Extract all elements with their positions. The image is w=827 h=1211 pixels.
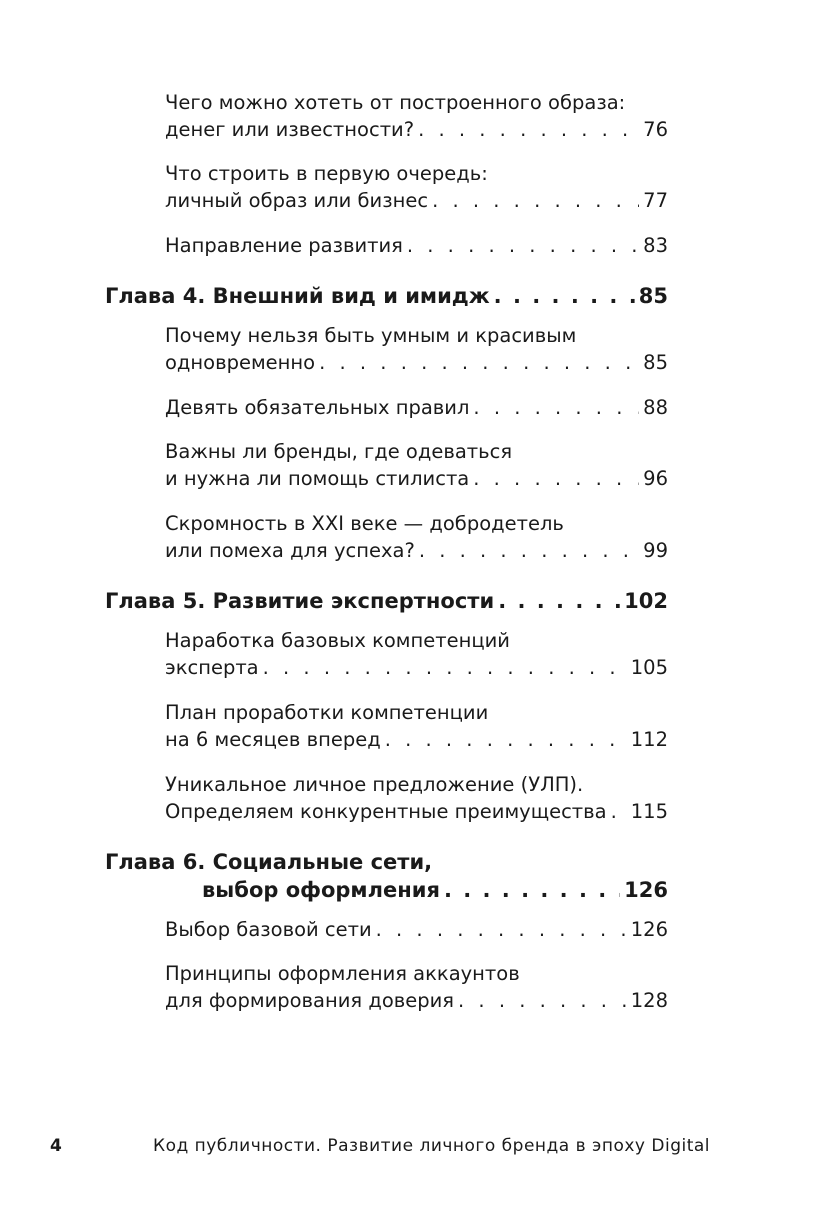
toc-entry-title: Что строить в первую очередь:: [165, 162, 488, 185]
toc-page-number: 105: [630, 656, 668, 679]
toc-entry-title: Выбор базовой сети: [165, 918, 372, 941]
toc-page-number: 126: [624, 878, 668, 902]
toc-entry-title: Определяем конкурентные преимущества: [165, 800, 607, 823]
toc-entry-title: Наработка базовых компетенций: [165, 629, 510, 652]
dot-leader: [473, 465, 639, 492]
dot-leader: [407, 232, 639, 259]
toc-entry[interactable]: [165, 654, 668, 681]
toc-entry-title: План проработки компетенции: [165, 701, 489, 724]
toc-entry[interactable]: [165, 537, 668, 564]
toc-chapter-title-line: [105, 848, 668, 876]
toc-entry-title: для формирования доверия: [165, 989, 455, 1012]
dot-leader: [419, 537, 639, 564]
toc-entry[interactable]: [165, 726, 668, 753]
toc-chapter-title: Глава 5. Развитие экспертности: [105, 589, 495, 613]
toc-entry-title: Почему нельзя быть умным и красивым: [165, 324, 577, 347]
toc-entry-title: Чего можно хотеть от построенного образа:: [165, 91, 626, 114]
toc-entry[interactable]: [165, 187, 668, 214]
toc-entry-title: Девять обязательных правил: [165, 396, 470, 419]
toc-page-number: 126: [630, 918, 668, 941]
toc-entry-title: на 6 месяцев вперед: [165, 728, 381, 751]
toc-entry[interactable]: [165, 394, 668, 421]
dot-leader: [473, 394, 639, 421]
toc-entry-title: личный образ или бизнес: [165, 189, 429, 212]
toc-page-number: 88: [643, 396, 668, 419]
toc-page-number: 99: [643, 539, 668, 562]
toc-page-number: 76: [643, 118, 668, 141]
toc-entry-text-line: [165, 160, 668, 187]
toc-page-number: 85: [643, 351, 668, 374]
toc-page-number: 85: [638, 284, 668, 308]
dot-leader: [611, 798, 627, 825]
toc-entry[interactable]: [165, 116, 668, 143]
toc-entry-title: одновременно: [165, 351, 316, 374]
toc-entry-text-line: [165, 322, 668, 349]
toc-page-number: 112: [630, 728, 668, 751]
toc-entry[interactable]: [165, 987, 668, 1014]
toc-chapter-entry[interactable]: [105, 282, 668, 310]
toc-entry-title: или помеха для успеха?: [165, 539, 415, 562]
toc-chapter-title: выбор оформления: [202, 878, 440, 902]
toc-entry-title: Скромность в XXI веке — добродетель: [165, 512, 564, 535]
footer-page-number: 4: [50, 1136, 62, 1156]
toc-page-number: 77: [643, 189, 668, 212]
toc-entry-text-line: [165, 438, 668, 465]
toc-page-number: 96: [643, 467, 668, 490]
dot-leader: [263, 654, 627, 681]
toc-entry-text-line: [165, 510, 668, 537]
toc-entry[interactable]: [165, 232, 668, 259]
toc-entry-text-line: [165, 699, 668, 726]
toc-entry[interactable]: [165, 916, 668, 943]
toc-chapter-title: Глава 6. Социальные сети,: [105, 850, 433, 874]
toc-entry-text-line: [165, 627, 668, 654]
dot-leader: [432, 187, 639, 214]
dot-leader: [494, 282, 635, 310]
toc-page-number: 102: [624, 589, 668, 613]
footer-book-title: Код публичности. Развитие личного бренда в эпоху Digital: [153, 1136, 711, 1156]
dot-leader: [444, 876, 620, 904]
dot-leader: [376, 916, 627, 943]
dot-leader: [498, 587, 620, 615]
toc-page-number: 128: [630, 989, 668, 1012]
toc-entry[interactable]: [165, 798, 668, 825]
toc-entry-title: эксперта: [165, 656, 259, 679]
dot-leader: [458, 987, 627, 1014]
toc-entry[interactable]: [165, 349, 668, 376]
toc-entry-title: Принципы оформления аккаунтов: [165, 962, 520, 985]
dot-leader: [319, 349, 639, 376]
dot-leader: [418, 116, 639, 143]
toc-entry-title: Важны ли бренды, где одеваться: [165, 440, 513, 463]
toc-entry-title: денег или известности?: [165, 118, 415, 141]
toc-chapter-entry[interactable]: [202, 876, 668, 904]
toc-entry-text-line: [165, 89, 668, 116]
toc-chapter-title: Глава 4. Внешний вид и имидж: [105, 284, 490, 308]
toc-page-number: 115: [630, 800, 668, 823]
toc-entry[interactable]: [165, 465, 668, 492]
dot-leader: [385, 726, 627, 753]
toc-entry-title: Направление развития: [165, 234, 403, 257]
toc-entry-text-line: [165, 771, 668, 798]
toc-entry-text-line: [165, 960, 668, 987]
toc-page-number: 83: [643, 234, 668, 257]
toc-entry-title: Уникальное личное предложение (УЛП).: [165, 773, 584, 796]
toc-entry-title: и нужна ли помощь стилиста: [165, 467, 470, 490]
toc-chapter-entry[interactable]: [105, 587, 668, 615]
